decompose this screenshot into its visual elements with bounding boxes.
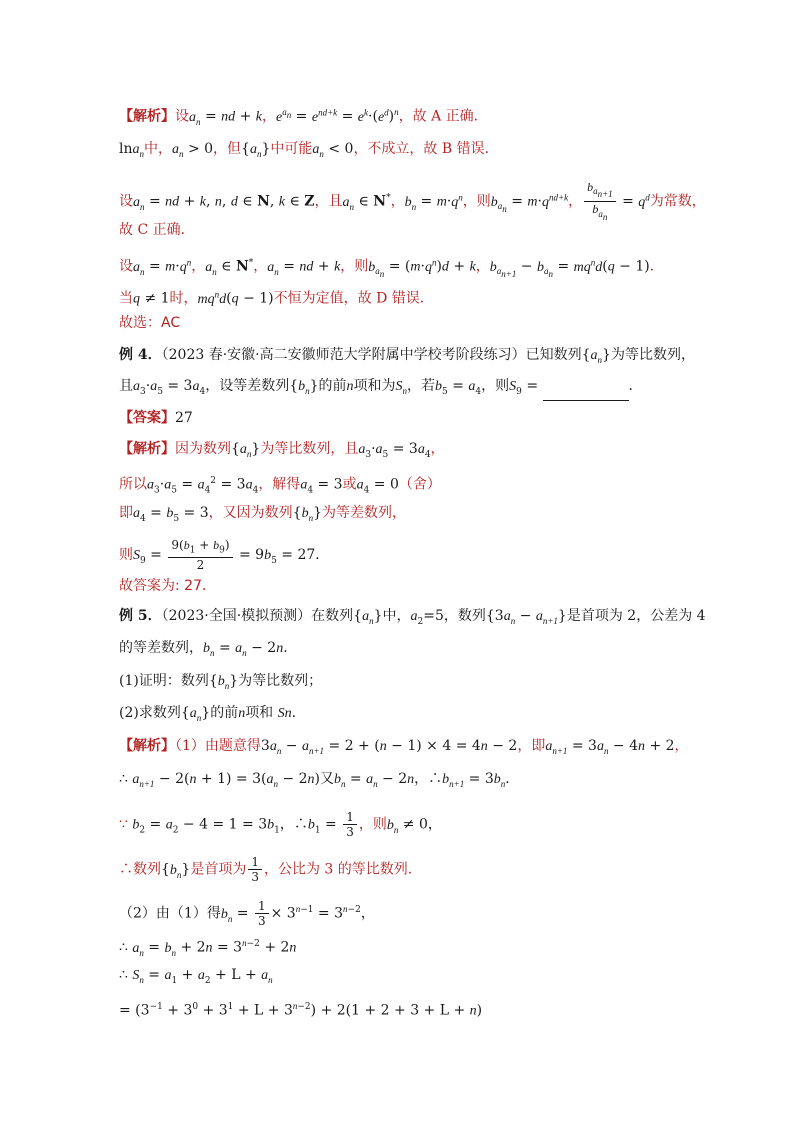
analysis-line-1: 【解析】设$a_n$ = nd + k，$e^{a_n} = e^{nd+k} = e^k\cdot(e^d)^n$，故 A 正确． xyxy=(119,107,488,127)
ex4-answer: 【答案】27 xyxy=(119,410,193,426)
analysis-line-4: 故 C 正确． xyxy=(119,222,195,238)
ex5-question-line-3: (1)证明：数列$\{b_n\}$为等比数列； xyxy=(119,673,323,691)
ex4-question-line-1: 例 4．（2023 春·安徽·高二安徽师范大学附属中学校考阶段练习）已知数列$\{a_n\}$为等比数列， xyxy=(119,347,695,365)
ex5-solution-line-6: ∴ $a_n = b_n + 2n = 3^{n-2} + 2n$ xyxy=(119,938,297,958)
ex4-solution-line-4: 则$S_9$ = $\frac{9(b_1 + b_9)}{2}$ = $9b_5 = 27$． xyxy=(119,538,330,573)
ex5-solution-line-2: ∴ $a_{n+1} - 2(n + 1) = 3(a_n - 2n)$又$b_n = a_n - 2n$，$\therefore b_{n+1} = 3b_n$． xyxy=(119,771,520,789)
analysis-line-5: 设$a_n = m\cdot q^n$，$a_n$ ∈ N*，$a_n$ = nd + k，则$b_{a_n} = (m\cdot q^n)d + k$，$b_{a_{n+1}} - b_{a_n} = mq^nd(q - 1)$． xyxy=(119,257,664,280)
analysis-line-3: 设$a_n$ = nd + k, n, d ∈ N, k ∈ Z，且$a_n$ ∈ N*，$b_n = m\cdot q^n$，则$b_{a_n} = m\cdot q^{nd+k}$， $\frac{b_{a_{n+1}}}{b_{a_n}}$ = $q^d$为常数， xyxy=(119,180,706,222)
analysis-line-6: 当q ≠ 1时，$mq^nd(q - 1)$不恒为定值，故 D 错误． xyxy=(119,289,434,307)
ex4-solution-line-2: 所以$a_3\cdot a_5 = a_4^2 = 3a_4$，解得$a_4 = 3$或$a_4 = 0$（舍） xyxy=(119,476,441,496)
ratio-fraction: $\frac{b_{a_{n+1}}}{b_{a_n}}$ xyxy=(584,180,616,223)
answer-blank xyxy=(543,386,629,401)
ex5-solution-line-1: 【解析】（1）由题意得$3a_n - a_{n+1} = 2 + (n - 1) \times 4 = 4n - 2$，即$a_{n+1} = 3a_n - 4n + 2$， xyxy=(119,738,689,756)
choice-answer: 故选：AC xyxy=(119,315,181,331)
ex5-question-line-1: 例 5．（2023·全国·模拟预测）在数列$\{a_n\}$中，$a_2=5$，数列$\{3a_n - a_{n+1}\}$是首项为 2，公差为 4 xyxy=(119,608,706,627)
ex4-question-line-2: 且$a_3\cdot a_5 = 3a_4$，设等差数列$\{b_n\}$的前n项和为$S_n$，若$b_5 = a_4$，则$S_9$ = ． xyxy=(119,377,643,401)
analysis-tag: 【解析】 xyxy=(119,108,175,125)
sum-fraction: $\frac{9(b_1 + b_9)}{2}$ xyxy=(168,538,232,572)
ex5-solution-line-7: ∴ $S_n = a_1 + a_2 + L + a_n$ xyxy=(119,967,273,986)
ex5-solution-line-4: ∴数列$\{b_n\}$是首项为 $\frac{1}{3}$ ，公比为 3 的等比数列. xyxy=(119,855,413,884)
ex5-question-line-2: 的等差数列，$b_n = a_n - 2n$. xyxy=(119,640,288,658)
ex5-question-line-4: (2)求数列$\{a_n\}$的前n项和 Sn. xyxy=(119,705,297,723)
ex4-conclusion: 故答案为: 27． xyxy=(119,578,216,594)
ex5-label: 例 5． xyxy=(119,608,162,624)
ex4-solution-line-1: 【解析】因为数列$\{a_n\}$为等比数列，且$a_3\cdot a_5 = 3a_4$， xyxy=(119,441,445,460)
ex5-solution-line-8: = $(3^{-1} + 3^0 + 3^1 + L + 3^{n-2}) + 2(1 + 2 + 3 + L + n)$ xyxy=(119,1001,483,1019)
analysis-line-2: lna$_n$中，$a_n > 0$，但$\{a_n\}$中可能$a_n < 0$，不成立，故 B 错误． xyxy=(119,141,499,159)
ex5-solution-line-5: （2）由（1）得$b_n$ = $\frac{1}{3}$ × $3^{n-1} = 3^{n-2}$， xyxy=(119,899,375,928)
ex5-solution-line-3: ∵ $b_2 = a_2 - 4 = 1 = 3b_1$，$\therefore b_1$ = $\frac{1}{3}$ ，则$b_n \ne 0$， xyxy=(119,810,442,839)
ex4-label: 例 4． xyxy=(119,347,162,363)
ex4-solution-line-3: 即$a_4 = b_5 = 3$，又因为数列$\{b_n\}$为等差数列， xyxy=(119,505,406,524)
